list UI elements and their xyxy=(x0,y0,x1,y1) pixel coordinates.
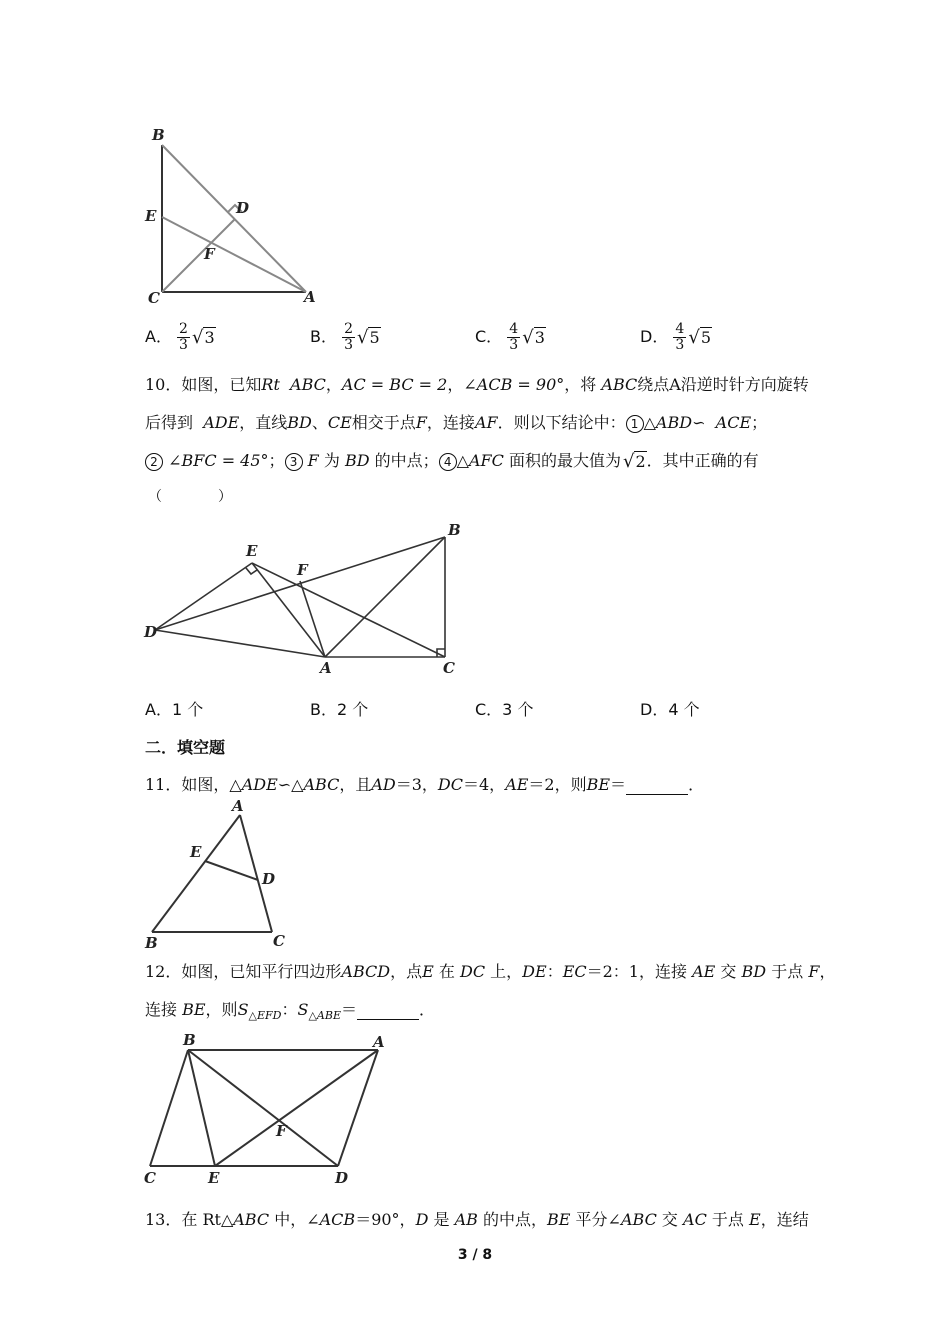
figure-q9 xyxy=(140,120,330,310)
label-f: F xyxy=(204,245,215,263)
label-e: E xyxy=(208,1169,220,1187)
q9-option-b: B． $\frac{2}{3}$ √5 xyxy=(310,321,380,353)
label-c: C xyxy=(144,1169,156,1187)
q11-text: 11．如图，△ADE∽△ABC，且AD＝3，DC＝4，AE＝2，则BE＝ ． xyxy=(145,775,705,794)
segment-cb xyxy=(150,1050,188,1166)
label-c: C xyxy=(148,289,160,307)
answer-blank xyxy=(626,775,688,795)
label-d: D xyxy=(236,199,250,217)
segment-de xyxy=(155,563,252,630)
answer-blank xyxy=(357,1000,419,1020)
q10-option-a: A．1 个 xyxy=(145,700,204,719)
label-d: D xyxy=(144,623,158,641)
label-a: A xyxy=(373,1033,385,1051)
label-e: E xyxy=(145,207,157,225)
q12-line-2: 连接 BE，则$S_{\triangle EFD}$：$S_{\triangle ABE}=$ ． xyxy=(145,1000,436,1023)
segment-ad xyxy=(338,1050,378,1166)
section-heading: 二．填空题 xyxy=(145,738,226,757)
label-f: F xyxy=(297,561,308,579)
segment-ec xyxy=(252,563,445,657)
q10-answer-brackets: （ ） xyxy=(148,489,232,505)
q10-line-2: 后得到 ADE，直线BD、CE相交于点F，连接AF．则以下结论中： 1 △ABD∽ ACE； xyxy=(145,413,768,432)
figure-q10 xyxy=(140,515,475,680)
segment-ea xyxy=(162,217,306,292)
segment-ab xyxy=(152,815,240,932)
label-b: B xyxy=(145,934,158,952)
q12-line-1: 12．如图，已知平行四边形ABCD，点E 在 DC 上，DE：EC＝2：1，连接 AE 交 BD 于点 F， xyxy=(145,962,836,981)
figure-q12 xyxy=(140,1028,395,1190)
label-a: A xyxy=(232,797,244,815)
label-e: E xyxy=(190,843,202,861)
label-d: D xyxy=(262,870,276,888)
q10-line-1: 10．如图，已知Rt ABC，AC = BC = 2，∠ACB = 90°，将 ABC绕点A沿逆时针方向旋转 xyxy=(145,375,809,394)
label-f: F xyxy=(276,1122,287,1140)
segment-cd xyxy=(162,219,235,292)
page-number: 3 / 8 xyxy=(457,1247,493,1263)
q10-line-3: 2 ∠BFC = 45°； 3 F 为 BD 的中点； 4 △AFC 面积的最大值为 √2．其中正确的有 xyxy=(145,448,759,472)
label-b: B xyxy=(152,126,165,144)
label-a: A xyxy=(320,659,332,677)
segment-ea xyxy=(252,563,325,657)
segment-da xyxy=(155,630,325,657)
right-angle-mark-e xyxy=(246,568,257,574)
figure-q11 xyxy=(140,795,310,955)
label-b: B xyxy=(448,521,461,539)
label-c: C xyxy=(443,659,455,677)
segment-ae xyxy=(215,1050,378,1166)
label-e: E xyxy=(246,542,258,560)
segment-ab xyxy=(325,537,445,657)
q13-text: 13．在 Rt△ABC 中，∠ACB＝90°，D 是 AB 的中点，BE 平分∠ABC 交 AC 于点 E，连结 xyxy=(145,1210,809,1229)
label-b: B xyxy=(183,1031,196,1049)
label-a: A xyxy=(304,288,316,306)
q9-option-a: A． $\frac{2}{3}$ √3 xyxy=(145,321,215,353)
q10-option-d: D．4 个 xyxy=(640,700,700,719)
label-c: C xyxy=(273,932,285,950)
label-d: D xyxy=(335,1169,349,1187)
segment-ed xyxy=(205,861,258,880)
q10-option-c: C．3 个 xyxy=(475,700,534,719)
q10-option-b: B．2 个 xyxy=(310,700,369,719)
q9-option-c: C． $\frac{4}{3}$ √3 xyxy=(475,321,545,353)
q9-option-d: D． $\frac{4}{3}$ √5 xyxy=(640,321,712,353)
